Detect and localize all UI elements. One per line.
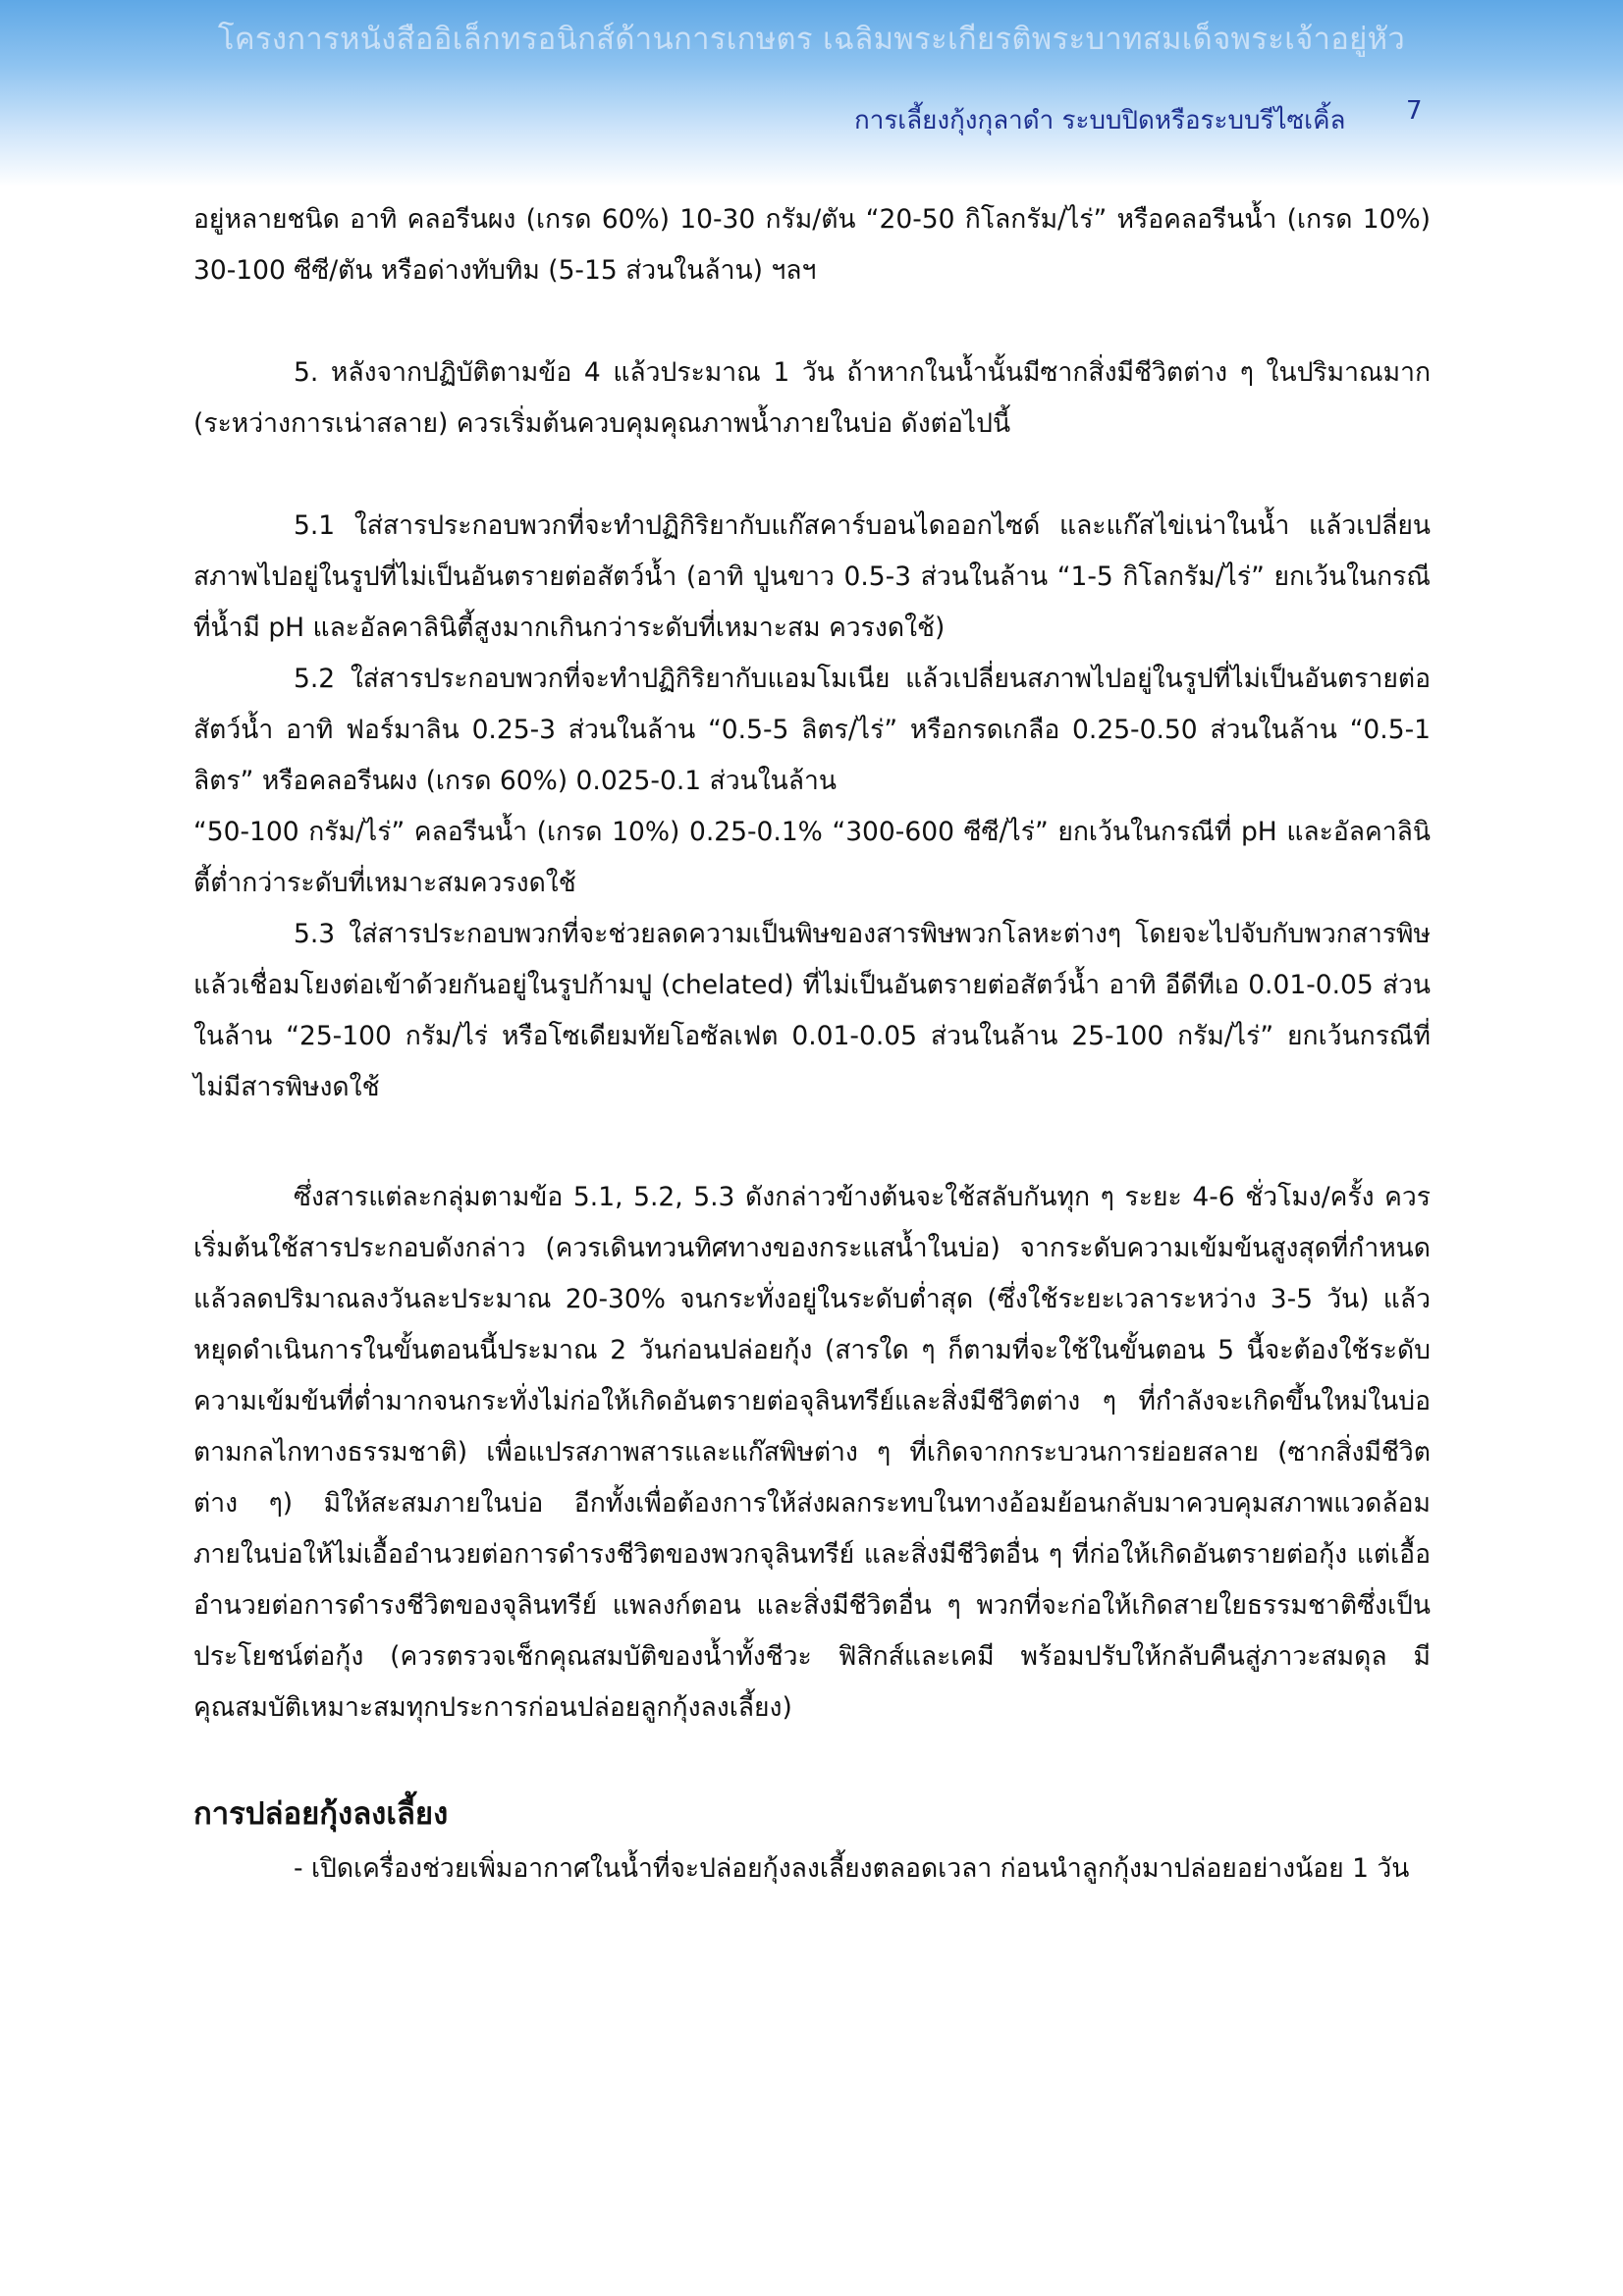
document-subtitle: การเลี้ยงกุ้งกุลาดำ ระบบปิดหรือระบบรีไซเคิ้ล bbox=[854, 106, 1346, 135]
document-body bbox=[193, 194, 1431, 1895]
project-title: โครงการหนังสืออิเล็กทรอนิกส์ด้านการเกษตร เฉลิมพระเกียรติพระบาทสมเด็จพระเจ้าอยู่หัว bbox=[217, 22, 1406, 57]
paragraph-step-5-3: 5.3 ใส่สารประกอบพวกที่จะช่วยลดความเป็นพิษของสารพิษพวกโลหะต่างๆ โดยจะไปจับกับพวกสารพิษแล้วเชื่อมโยงต่อเข้าด้วยกันอยู่ในรูปก้ามปู (chelated) ที่ไม่เป็นอันตรายต่อสัตว์น้ำ อาทิ อีดีทีเอ 0.01-0.05 ส่วนในล้าน “25-100 กรัม/ไร่ หรือโซเดียมทัยโอซัลเฟต 0.01-0.05 ส่วนในล้าน 25-100 กรัม/ไร่” ยกเว้นกรณีที่ไม่มีสารพิษงดใช้ bbox=[193, 919, 1431, 1102]
paragraph-step-5-2: 5.2 ใส่สารประกอบพวกที่จะทำปฏิกิริยากับแอมโมเนีย แล้วเปลี่ยนสภาพไปอยู่ในรูปที่ไม่เป็นอันตรายต่อสัตว์น้ำ อาทิ ฟอร์มาลิน 0.25-3 ส่วนในล้าน “0.5-5 ลิตร/ไร่” หรือกรดเกลือ 0.25-0.50 ส่วนในล้าน “0.5-1 ลิตร” หรือคลอรีนผง (เกรด 60%) 0.025-0.1 ส่วนในล้าน bbox=[193, 664, 1431, 796]
section-heading: การปล่อยกุ้งลงเลี้ยง bbox=[193, 1796, 449, 1832]
spacer bbox=[193, 450, 1431, 501]
header-band bbox=[0, 0, 1623, 187]
spacer bbox=[193, 296, 1431, 347]
spacer bbox=[193, 1113, 1431, 1172]
paragraph-step-5: 5. หลังจากปฏิบัติตามข้อ 4 แล้วประมาณ 1 วัน ถ้าหากในน้ำนั้นมีซากสิ่งมีชีวิตต่าง ๆ ในปริมาณมาก (ระหว่างการเน่าสลาย) ควรเริ่มต้นควบคุมคุณภาพน้ำภายในบ่อ ดังต่อไปนี้ bbox=[193, 357, 1431, 439]
paragraph-step-5-2-cont: “50-100 กรัม/ไร่” คลอรีนน้ำ (เกรด 10%) 0.25-0.1% “300-600 ซีซี/ไร่” ยกเว้นในกรณีที่ pH และอัลคาลินิตี้ต่ำกว่าระดับที่เหมาะสมควรงดใช้ bbox=[193, 817, 1431, 898]
page-number: 7 bbox=[1406, 96, 1423, 126]
paragraph-step-5-1: 5.1 ใส่สารประกอบพวกที่จะทำปฏิกิริยากับแก๊สคาร์บอนไดออกไซด์ และแก๊สไข่เน่าในน้ำ แล้วเปลี่ยนสภาพไปอยู่ในรูปที่ไม่เป็นอันตรายต่อสัตว์น้ำ (อาทิ ปูนขาว 0.5-3 ส่วนในล้าน “1-5 กิโลกรัม/ไร่” ยกเว้นในกรณีที่น้ำมี pH และอัลคาลินิตี้สูงมากเกินกว่าระดับที่เหมาะสม ควรงดใช้) bbox=[193, 510, 1431, 643]
paragraph-release-shrimp: - เปิดเครื่องช่วยเพิ่มอากาศในน้ำที่จะปล่อยกุ้งลงเลี้ยงตลอดเวลา ก่อนนำลูกกุ้งมาปล่อยอย่างน้อย 1 วัน bbox=[294, 1853, 1410, 1884]
paragraph-rotation-procedure: ซึ่งสารแต่ละกลุ่มตามข้อ 5.1, 5.2, 5.3 ดังกล่าวข้างต้นจะใช้สลับกันทุก ๆ ระยะ 4-6 ชั่วโมง/ครั้ง ควรเริ่มต้นใช้สารประกอบดังกล่าว (ควรเดินทวนทิศทางของกระแสน้ำในบ่อ) จากระดับความเข้มข้นสูงสุดที่กำหนด แล้วลดปริมาณลงวันละประมาณ 20-30% จนกระทั่งอยู่ในระดับต่ำสุด (ซึ่งใช้ระยะเวลาระหว่าง 3-5 วัน) แล้วหยุดดำเนินการในขั้นตอนนี้ประมาณ 2 วันก่อนปล่อยกุ้ง (สารใด ๆ ก็ตามที่จะใช้ในขั้นตอน 5 นี้จะต้องใช้ระดับความเข้มข้นที่ต่ำมากจนกระทั่งไม่ก่อให้เกิดอันตรายต่อจุลินทรีย์และสิ่งมีชีวิตต่าง ๆ ที่กำลังจะเกิดขึ้นใหม่ในบ่อตามกลไกทางธรรมชาติ) เพื่อแปรสภาพสารและแก๊สพิษต่าง ๆ ที่เกิดจากกระบวนการย่อยสลาย (ซากสิ่งมีชีวิตต่าง ๆ) มิให้สะสมภายในบ่อ อีกทั้งเพื่อต้องการให้ส่งผลกระทบในทางอ้อมย้อนกลับมาควบคุมสภาพแวดล้อมภายในบ่อให้ไม่เอื้ออำนวยต่อการดำรงชีวิตของพวกจุลินทรีย์ และสิ่งมีชีวิตอื่น ๆ ที่ก่อให้เกิดอันตรายต่อกุ้ง แต่เอื้ออำนวยต่อการดำรงชีวิตของจุลินทรีย์ แพลงก์ตอน และสิ่งมีชีวิตอื่น ๆ พวกที่จะก่อให้เกิดสายใยธรรมชาติซึ่งเป็นประโยชน์ต่อกุ้ง (ควรตรวจเช็กคุณสมบัติของน้ำทั้งชีวะ ฟิสิกส์และเคมี พร้อมปรับให้กลับคืนสู่ภาวะสมดุล มีคุณสมบัติเหมาะสมทุกประการก่อนปล่อยลูกกุ้งลงเลี้ยง) bbox=[193, 1182, 1431, 1723]
paragraph-chlorine-dosage: อยู่หลายชนิด อาทิ คลอรีนผง (เกรด 60%) 10-30 กรัม/ตัน “20-50 กิโลกรัม/ไร่” หรือคลอรีนน้ำ (เกรด 10%) 30-100 ซีซี/ตัน หรือด่างทับทิม (5-15 ส่วนในล้าน) ฯลฯ bbox=[193, 204, 1431, 286]
spacer bbox=[193, 1734, 1431, 1785]
